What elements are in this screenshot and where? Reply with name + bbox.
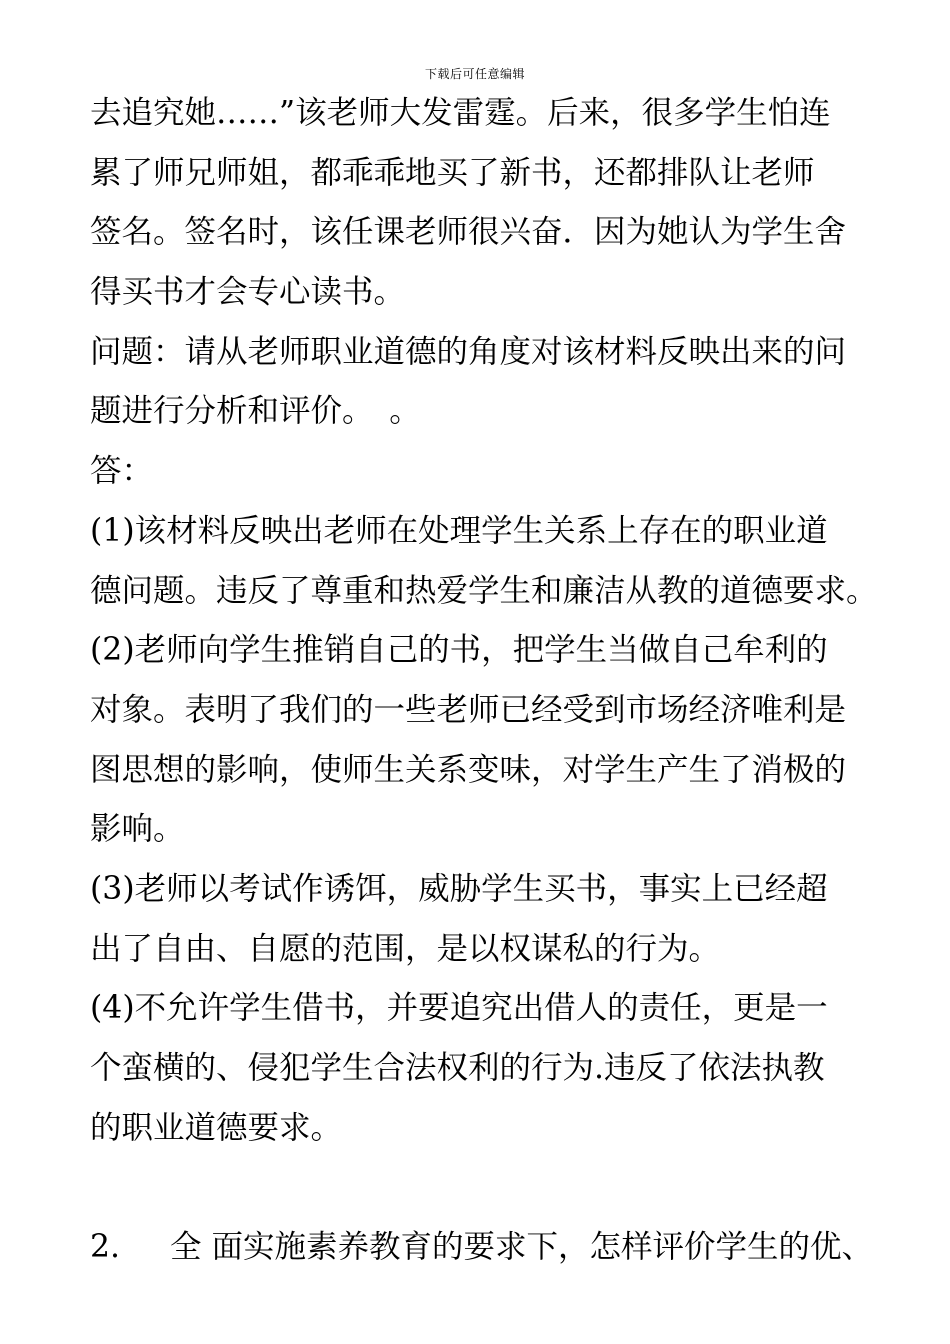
question-line: 问题：请从老师职业道德的角度对该材料反映出来的问 [90, 333, 847, 370]
answer-line: (3)老师以考试作诱饵，威胁学生买书，事实上已经超 [90, 870, 828, 907]
answer-line: 出了自由、自愿的范围，是以权谋私的行为。 [90, 930, 721, 967]
answer-line: (1)该材料反映出老师在处理学生关系上存在的职业道 [90, 512, 828, 549]
answer-line: (2)老师向学生推销自己的书，把学生当做自己牟利的 [90, 632, 828, 669]
paragraph-gap [90, 1158, 890, 1218]
answer-label: 答： [90, 453, 154, 490]
text-line: 去追究她……”该老师大发雷霆。后来，很多学生怕连 [90, 95, 831, 131]
text-line: 签名。签名时，该任课老师很兴奋．因为她认为学生舍 [90, 214, 847, 251]
answer-line: 的职业道德要求。 [90, 1109, 343, 1146]
question-2-text: 全 面实施素养教育的要求下，怎样评价学生的优、 [170, 1229, 874, 1266]
document-body [90, 84, 890, 1278]
answer-line: 对象。表明了我们的一些老师已经受到市场经济唯利是 [90, 691, 847, 728]
text-line: 累了师兄师姐，都乖乖地买了新书，还都排队让老师 [90, 154, 815, 191]
answer-line: 图思想的影响，使师生关系变味，对学生产生了消极的 [90, 751, 847, 788]
page-header: 下载后可任意编辑 [424, 67, 525, 81]
question-line: 题进行分析和评价。 。 [90, 393, 421, 430]
question-2-number: 2. [90, 1229, 121, 1266]
answer-line: 影响。 [90, 811, 185, 848]
answer-line: 德问题。违反了尊重和热爱学生和廉洁从教的道德要求。 [90, 572, 878, 609]
answer-line: 个蛮横的、侵犯学生合法权利的行为.违反了依法执教 [90, 1050, 825, 1086]
text-line: 得买书才会专心读书。 [90, 274, 406, 311]
question-2-line [90, 1218, 890, 1278]
answer-line: (4)不允许学生借书，并要追究出借人的责任，更是一 [90, 990, 828, 1027]
